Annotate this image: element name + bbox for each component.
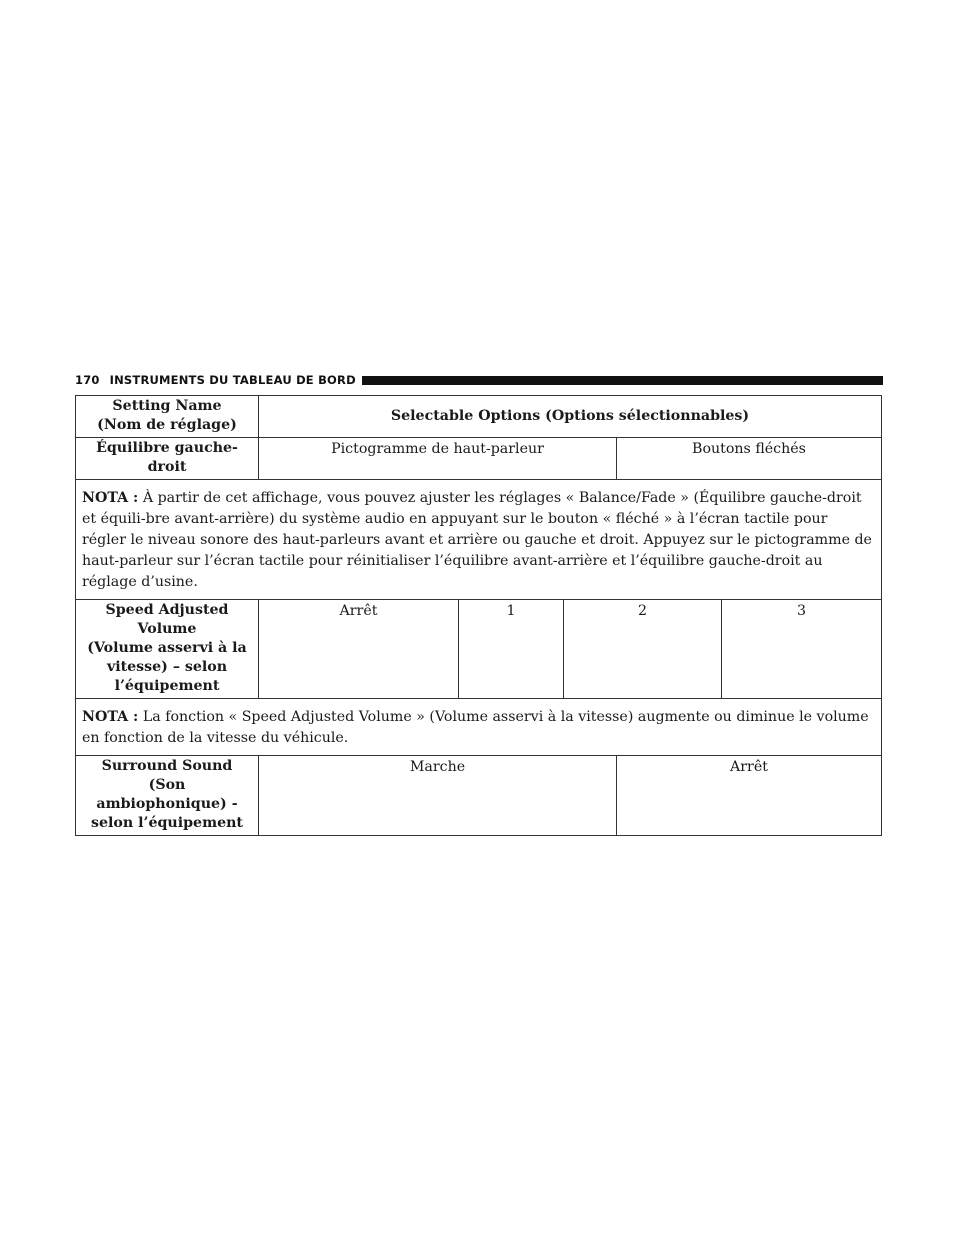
note-row: [76, 699, 882, 756]
page-header: [75, 371, 883, 389]
option-cell: 2: [564, 600, 722, 699]
option-cell: 3: [722, 600, 882, 699]
note-label: NOTA :: [82, 490, 139, 506]
option-cell: Pictogramme de haut-parleur: [259, 438, 617, 480]
table-row: [76, 756, 882, 836]
note-text: À partir de cet affichage, vous pouvez ajuster les réglages « Balance/Fade » (Équilibre gauche-droit et équili-bre avant-arrière) du système audio en appuyant sur le bouton « fléché » à l’écran tactile pour régler le niveau sonore des haut-parleurs avant et arrière ou gauche et droit. Appuyez sur le pictogramme de haut-parleur sur l’écran tactile pour réinitialiser l’équilibre avant-arrière et l’équilibre gauche-droit au réglage d’usine.: [82, 490, 872, 590]
table-header-row: [76, 396, 882, 438]
table-row: [76, 438, 882, 480]
note-label: NOTA :: [82, 709, 139, 725]
option-cell: Boutons fléchés: [617, 438, 882, 480]
settings-table: [75, 395, 882, 836]
option-cell: Marche: [259, 756, 617, 836]
header-rule: [362, 376, 883, 385]
setting-name: Équilibre gauche-droit: [76, 438, 259, 480]
note-row: [76, 480, 882, 600]
setting-name: Speed Adjusted Volume (Volume asservi à la vitesse) – selon l’équipement: [76, 600, 259, 699]
page-number: 170: [75, 373, 100, 387]
col-header-setting: Setting Name (Nom de réglage): [76, 396, 259, 438]
setting-name: Surround Sound (Son ambiophonique) - selon l’équipement: [76, 756, 259, 836]
section-title: INSTRUMENTS DU TABLEAU DE BORD: [109, 373, 356, 387]
option-cell: 1: [459, 600, 564, 699]
option-cell: Arrêt: [259, 600, 459, 699]
col-header-options: Selectable Options (Options sélectionnables): [259, 396, 882, 438]
option-cell: Arrêt: [617, 756, 882, 836]
note-text: La fonction « Speed Adjusted Volume » (Volume asservi à la vitesse) augmente ou diminue le volume en fonction de la vitesse du véhicule.: [82, 709, 869, 746]
table-row: [76, 600, 882, 699]
